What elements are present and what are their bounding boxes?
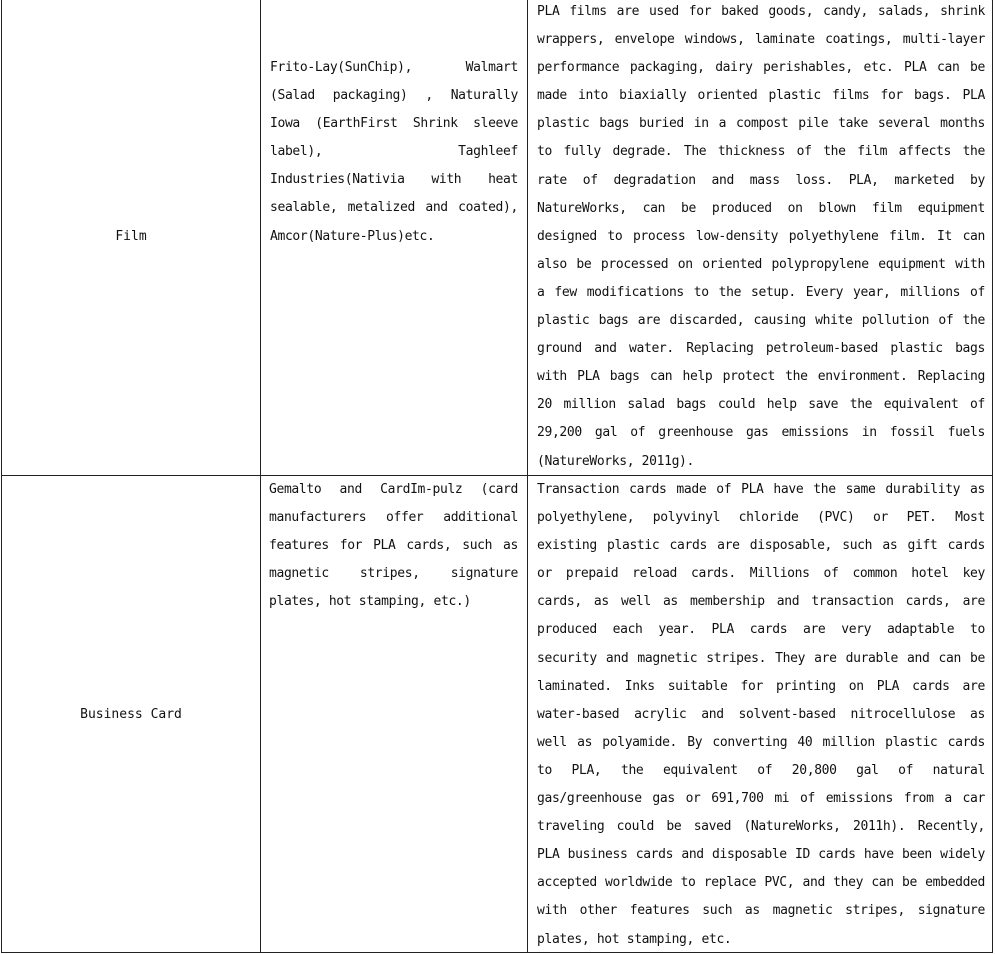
companies-cell — [261, 0, 528, 475]
application-label: Business Card — [80, 706, 182, 722]
application-cell — [2, 0, 261, 475]
application-cell — [2, 476, 261, 952]
table-row-film — [1, 0, 993, 476]
description-text: Transaction cards made of PLA have the same durability as polyethylene, polyvinyl chloride (PVC) or PET. Most existing plastic cards are disposable, such as gift cards or prepaid reload cards. Millions of common hotel key cards, as well as membership and transaction cards, are produced each year. PLA cards are very adaptable to security and magnetic stripes. They are durable and can be laminated. Inks suitable for printing on PLA cards are water-based acrylic and solvent-based nitrocellulose as well as polyamide. By converting 40 million plastic cards to PLA, the equivalent of 20,800 gal of natural gas/greenhouse gas or 691,700 mi of emissions from a car traveling could be saved (NatureWorks, 2011h). Recently, PLA business cards and disposable ID cards have been widely accepted worldwide to replace PVC, and they can be embedded with other features such as magnetic stripes, signature plates, hot stamping, etc. — [537, 482, 985, 947]
description-text: PLA films are used for baked goods, candy, salads, shrink wrappers, envelope windows, laminate coatings, multi-layer performance packaging, dairy perishables, etc. PLA can be made into biaxially oriented plastic films for bags. PLA plastic bags buried in a compost pile take several months to fully degrade. The thickness of the film affects the rate of degradation and mass loss. PLA, marketed by NatureWorks, can be produced on blown film equipment designed to process low-density polyethylene film. It can also be processed on oriented polypropylene equipment with a few modifications to the setup. Every year, millions of plastic bags are discarded, causing white pollution of the ground and water. Replacing petroleum-based plastic bags with PLA bags can help protect the environment. Replacing 20 million salad bags could help save the equivalent of 29,200 gal of greenhouse gas emissions in fossil fuels (NatureWorks, 2011g). — [537, 4, 985, 469]
companies-text: Frito-Lay(SunChip), Walmart (Salad packaging) , Naturally Iowa (EarthFirst Shrink sleeve label), Taghleef Industries(Nativia with heat sealable, metalized and coated), Amcor(Nature-Plus)etc. — [270, 60, 518, 244]
application-label: Film — [115, 229, 147, 244]
description-cell — [528, 476, 992, 952]
companies-cell — [261, 476, 528, 952]
description-cell — [528, 0, 992, 475]
companies-text: Gemalto and CardIm-pulz (card manufacturers offer additional features for PLA cards, such as magnetic stripes, signature plates, hot stamping, etc.) — [269, 482, 518, 610]
table-row-business-card — [1, 475, 993, 953]
